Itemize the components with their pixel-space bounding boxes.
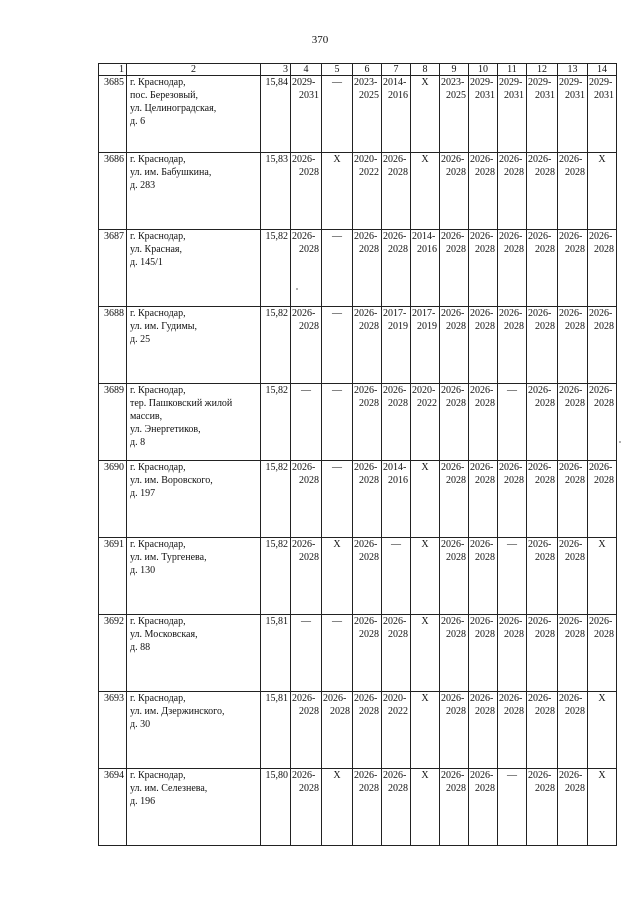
period-cell: 2026- 2028 — [382, 615, 411, 692]
row-number: 3692 — [99, 615, 127, 692]
period-cell: 2017- 2019 — [411, 307, 440, 384]
period-cell: 2026- 2028 — [353, 769, 382, 846]
table-row — [99, 538, 617, 615]
address-line: г. Краснодар, — [130, 385, 186, 396]
value-cell: 15,82 — [261, 307, 291, 384]
column-number: 10 — [469, 64, 498, 76]
address-cell — [127, 769, 261, 846]
column-number: 2 — [127, 64, 261, 76]
period-cell: 2026- 2028 — [469, 461, 498, 538]
row-number: 3687 — [99, 230, 127, 307]
address-line: д. 88 — [130, 642, 151, 653]
period-cell: X — [411, 538, 440, 615]
period-cell: — — [322, 307, 353, 384]
period-cell: — — [322, 615, 353, 692]
address-line: г. Краснодар, — [130, 539, 186, 550]
table-row — [99, 76, 617, 153]
period-cell: 2026- 2028 — [382, 153, 411, 230]
column-number: 7 — [382, 64, 411, 76]
period-cell: X — [411, 769, 440, 846]
table-row — [99, 307, 617, 384]
period-cell: 2026- 2028 — [588, 384, 617, 461]
value-cell: 15,82 — [261, 384, 291, 461]
address-line: ул. им. Гудимы, — [130, 321, 197, 332]
column-number: 13 — [558, 64, 588, 76]
address-cell — [127, 461, 261, 538]
period-cell: 2026- 2028 — [440, 615, 469, 692]
period-cell: X — [322, 769, 353, 846]
value-cell: 15,80 — [261, 769, 291, 846]
period-cell: 2026- 2028 — [558, 230, 588, 307]
address-cell — [127, 384, 261, 461]
column-number-row — [99, 64, 617, 76]
row-number: 3694 — [99, 769, 127, 846]
address-line: г. Краснодар, — [130, 308, 186, 319]
value-cell: 15,83 — [261, 153, 291, 230]
period-cell: 2026- 2028 — [527, 230, 558, 307]
period-cell: 2026- 2028 — [382, 769, 411, 846]
period-cell: 2026- 2028 — [527, 153, 558, 230]
address-line: массив, — [130, 411, 163, 422]
period-cell: 2026- 2028 — [382, 384, 411, 461]
address-line: д. 130 — [130, 565, 156, 576]
address-line: ул. им. Дзержинского, — [130, 706, 225, 717]
address-cell — [127, 692, 261, 769]
period-cell: 2026- 2028 — [588, 307, 617, 384]
table-row — [99, 692, 617, 769]
period-cell: 2029- 2031 — [558, 76, 588, 153]
period-cell: X — [411, 461, 440, 538]
period-cell: 2026- 2028 — [558, 692, 588, 769]
period-cell: 2026- 2028 — [469, 153, 498, 230]
period-cell: 2026- 2028 — [291, 692, 322, 769]
period-cell: 2026- 2028 — [558, 615, 588, 692]
period-cell: 2026- 2028 — [558, 307, 588, 384]
value-cell: 15,82 — [261, 230, 291, 307]
period-cell: 2026- 2028 — [440, 230, 469, 307]
period-cell: 2026- 2028 — [353, 615, 382, 692]
period-cell: 2026- 2028 — [558, 538, 588, 615]
period-cell: 2026- 2028 — [527, 692, 558, 769]
address-cell — [127, 153, 261, 230]
period-cell: 2026- 2028 — [353, 538, 382, 615]
period-cell: 2026- 2028 — [469, 307, 498, 384]
address-line: г. Краснодар, — [130, 231, 186, 242]
period-cell: 2026- 2028 — [558, 153, 588, 230]
period-cell: 2020- 2022 — [411, 384, 440, 461]
period-cell: — — [498, 538, 527, 615]
table-row — [99, 230, 617, 307]
address-line: д. 283 — [130, 180, 156, 191]
address-line: г. Краснодар, — [130, 616, 186, 627]
period-cell: 2026- 2028 — [382, 230, 411, 307]
period-cell: 2026- 2028 — [498, 461, 527, 538]
period-cell: X — [322, 153, 353, 230]
row-number: 3688 — [99, 307, 127, 384]
period-cell: 2023- 2025 — [353, 76, 382, 153]
period-cell: X — [588, 538, 617, 615]
period-cell: 2026- 2028 — [527, 769, 558, 846]
period-cell: 2026- 2028 — [322, 692, 353, 769]
value-cell: 15,81 — [261, 615, 291, 692]
period-cell: 2026- 2028 — [440, 769, 469, 846]
address-line: г. Краснодар, — [130, 77, 186, 88]
address-cell — [127, 615, 261, 692]
address-line: г. Краснодар, — [130, 770, 186, 781]
scan-speck — [296, 288, 298, 290]
address-line: ул. Целиноградская, — [130, 103, 217, 114]
period-cell: X — [588, 692, 617, 769]
period-cell: 2026- 2028 — [588, 615, 617, 692]
period-cell: 2026- 2028 — [291, 153, 322, 230]
period-cell: 2029- 2031 — [291, 76, 322, 153]
period-cell: 2029- 2031 — [588, 76, 617, 153]
period-cell: 2026- 2028 — [498, 692, 527, 769]
row-number: 3686 — [99, 153, 127, 230]
table-row — [99, 615, 617, 692]
period-cell: 2014- 2016 — [411, 230, 440, 307]
address-line: д. 145/1 — [130, 257, 163, 268]
address-line: ул. им. Воровского, — [130, 475, 213, 486]
period-cell: 2026- 2028 — [469, 692, 498, 769]
period-cell: 2026- 2028 — [353, 461, 382, 538]
period-cell: 2029- 2031 — [469, 76, 498, 153]
value-cell: 15,84 — [261, 76, 291, 153]
period-cell: 2020- 2022 — [382, 692, 411, 769]
period-cell: 2026- 2028 — [588, 230, 617, 307]
period-cell: 2026- 2028 — [527, 307, 558, 384]
table-row — [99, 461, 617, 538]
column-number: 5 — [322, 64, 353, 76]
address-line: ул. Московская, — [130, 629, 198, 640]
address-line: г. Краснодар, — [130, 693, 186, 704]
address-line: ул. им. Селезнева, — [130, 783, 208, 794]
registry-table — [98, 63, 617, 846]
address-line: д. 196 — [130, 796, 156, 807]
period-cell: 2026- 2028 — [527, 538, 558, 615]
address-line: пос. Березовый, — [130, 90, 198, 101]
address-line: ул. им. Бабушкина, — [130, 167, 212, 178]
table-row — [99, 769, 617, 846]
period-cell: 2026- 2028 — [440, 384, 469, 461]
period-cell: 2026- 2028 — [291, 461, 322, 538]
column-number: 3 — [261, 64, 291, 76]
period-cell: 2026- 2028 — [558, 461, 588, 538]
period-cell: — — [322, 384, 353, 461]
period-cell: 2026- 2028 — [527, 615, 558, 692]
period-cell: 2029- 2031 — [527, 76, 558, 153]
period-cell: — — [291, 615, 322, 692]
value-cell: 15,82 — [261, 538, 291, 615]
period-cell: 2026- 2028 — [440, 538, 469, 615]
period-cell: 2026- 2028 — [440, 692, 469, 769]
column-number: 4 — [291, 64, 322, 76]
column-number: 9 — [440, 64, 469, 76]
period-cell: 2026- 2028 — [440, 461, 469, 538]
address-line: ул. Красная, — [130, 244, 182, 255]
row-number: 3690 — [99, 461, 127, 538]
period-cell: 2026- 2028 — [558, 769, 588, 846]
period-cell: 2026- 2028 — [440, 153, 469, 230]
period-cell: 2026- 2028 — [469, 615, 498, 692]
period-cell: 2014- 2016 — [382, 76, 411, 153]
period-cell: 2026- 2028 — [527, 461, 558, 538]
period-cell: 2029- 2031 — [498, 76, 527, 153]
address-line: д. 197 — [130, 488, 156, 499]
row-number: 3691 — [99, 538, 127, 615]
address-cell — [127, 307, 261, 384]
table-row — [99, 153, 617, 230]
address-line: г. Краснодар, — [130, 154, 186, 165]
period-cell: 2026- 2028 — [469, 384, 498, 461]
row-number: 3685 — [99, 76, 127, 153]
period-cell: X — [411, 76, 440, 153]
value-cell: 15,81 — [261, 692, 291, 769]
address-line: тер. Пашковский жилой — [130, 398, 233, 409]
table-row — [99, 384, 617, 461]
period-cell: 2026- 2028 — [558, 384, 588, 461]
period-cell: 2026- 2028 — [588, 461, 617, 538]
period-cell: 2020- 2022 — [353, 153, 382, 230]
column-number: 11 — [498, 64, 527, 76]
period-cell: 2026- 2028 — [498, 615, 527, 692]
period-cell: — — [322, 76, 353, 153]
period-cell: 2026- 2028 — [291, 538, 322, 615]
column-number: 14 — [588, 64, 617, 76]
period-cell: — — [322, 461, 353, 538]
period-cell: X — [588, 769, 617, 846]
period-cell: X — [411, 615, 440, 692]
period-cell: 2026- 2028 — [498, 307, 527, 384]
period-cell: 2023- 2025 — [440, 76, 469, 153]
address-cell — [127, 76, 261, 153]
period-cell: 2026- 2028 — [291, 230, 322, 307]
period-cell: — — [382, 538, 411, 615]
period-cell: 2026- 2028 — [469, 769, 498, 846]
address-line: д. 8 — [130, 437, 146, 448]
period-cell: 2017- 2019 — [382, 307, 411, 384]
period-cell: 2014- 2016 — [382, 461, 411, 538]
period-cell: 2026- 2028 — [498, 153, 527, 230]
period-cell: 2026- 2028 — [353, 692, 382, 769]
period-cell: X — [411, 153, 440, 230]
address-cell — [127, 538, 261, 615]
page-number: 370 — [311, 34, 329, 46]
address-line: г. Краснодар, — [130, 462, 186, 473]
period-cell: — — [291, 384, 322, 461]
address-line: ул. Энергетиков, — [130, 424, 201, 435]
period-cell: 2026- 2028 — [353, 307, 382, 384]
period-cell: 2026- 2028 — [291, 307, 322, 384]
period-cell: — — [498, 769, 527, 846]
period-cell: — — [498, 384, 527, 461]
period-cell: 2026- 2028 — [291, 769, 322, 846]
period-cell: 2026- 2028 — [498, 230, 527, 307]
scan-speck — [619, 441, 621, 443]
period-cell: 2026- 2028 — [353, 384, 382, 461]
row-number: 3693 — [99, 692, 127, 769]
period-cell: 2026- 2028 — [469, 230, 498, 307]
value-cell: 15,82 — [261, 461, 291, 538]
address-line: д. 30 — [130, 719, 151, 730]
period-cell: 2026- 2028 — [353, 230, 382, 307]
period-cell: X — [411, 692, 440, 769]
column-number: 8 — [411, 64, 440, 76]
column-number: 12 — [527, 64, 558, 76]
address-line: д. 25 — [130, 334, 151, 345]
period-cell: X — [588, 153, 617, 230]
address-line: д. 6 — [130, 116, 146, 127]
period-cell: 2026- 2028 — [440, 307, 469, 384]
period-cell: — — [322, 230, 353, 307]
period-cell: 2026- 2028 — [469, 538, 498, 615]
address-cell — [127, 230, 261, 307]
row-number: 3689 — [99, 384, 127, 461]
period-cell: X — [322, 538, 353, 615]
column-number: 1 — [99, 64, 127, 76]
column-number: 6 — [353, 64, 382, 76]
address-line: ул. им. Тургенева, — [130, 552, 207, 563]
period-cell: 2026- 2028 — [527, 384, 558, 461]
